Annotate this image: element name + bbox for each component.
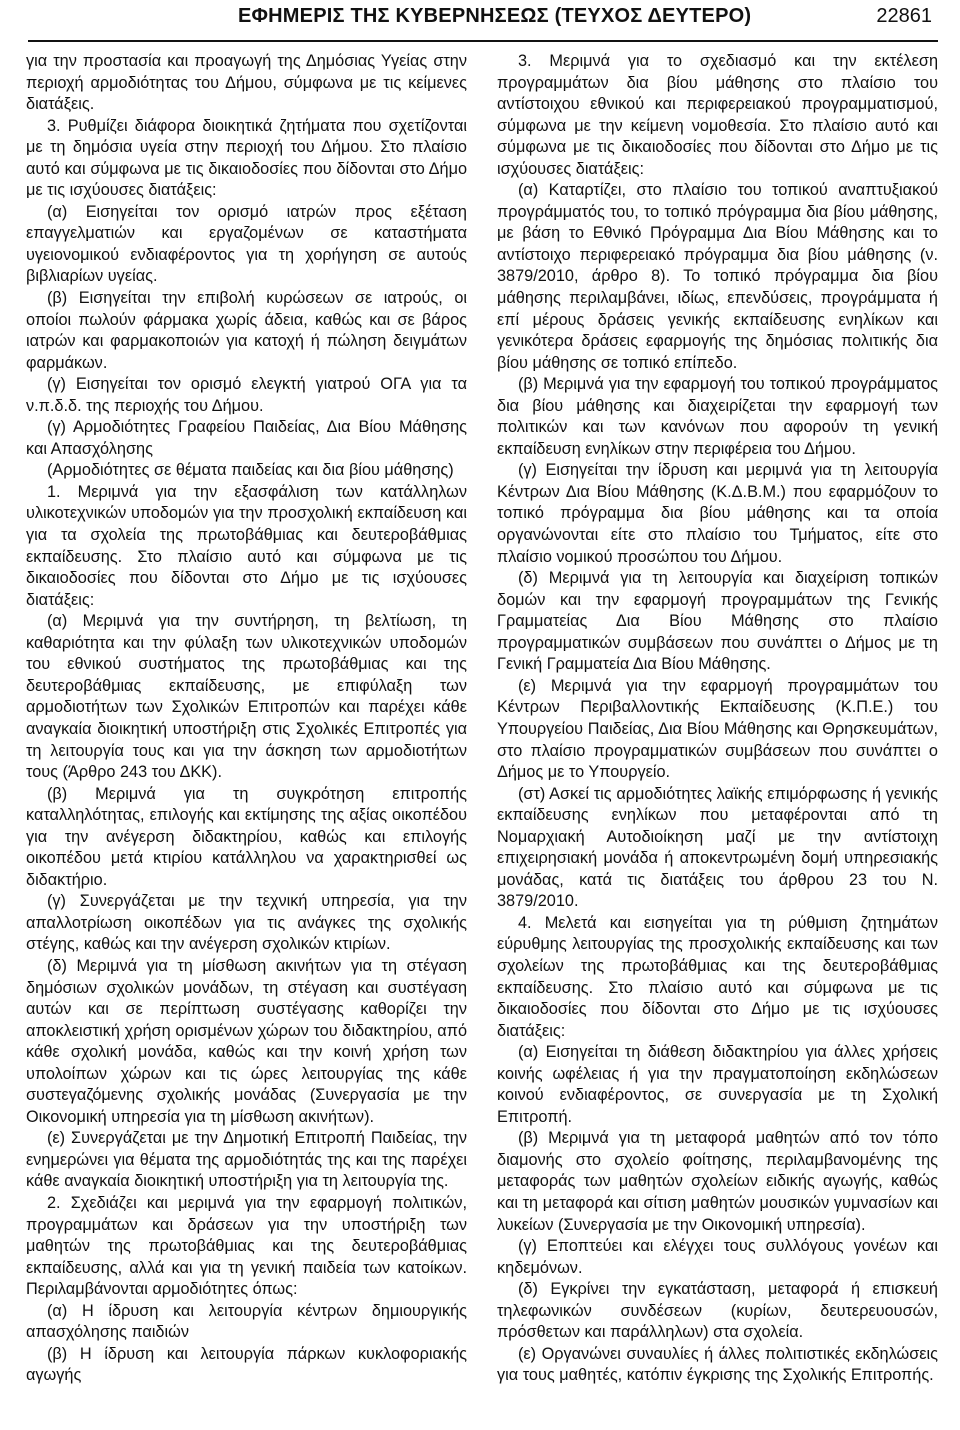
paragraph: (γ) Εισηγείται τον ορισμό ελεγκτή γιατρού ΟΓΑ για τα ν.π.δ.δ. της περιοχής του Δήμου. bbox=[26, 375, 467, 415]
paragraph: (δ) Εγκρίνει την εγκατάσταση, μεταφορά ή επισκευή τηλεφωνικών συνδέσεων (κυρίων, δευτερευουσών, πρόσθετων και παράλληλων) στα σχολεία. bbox=[497, 1280, 938, 1342]
paragraph: (α) Εισηγείται τη διάθεση διδακτηρίου για άλλες χρήσεις κοινής ωφέλειας ή για την πραγματοποίηση εκδηλώσεων κοινού ενδιαφέροντος, σε συνεργασία με τη Σχολική Επιτροπή. bbox=[497, 1043, 938, 1126]
paragraph: (β) Η ίδρυση και λειτουργία πάρκων κυκλοφοριακής αγωγής bbox=[26, 1344, 467, 1385]
paragraph: (α) Εισηγείται τον ορισμό ιατρών προς εξέταση επαγγελματιών και εργαζομένων σε καταστήματα υγειονομικού ενδιαφέροντος για τη χορήγηση σε αυτούς βιβλιαρίων υγείας. bbox=[26, 202, 467, 286]
paragraph: (γ) Εποπτεύει και ελέγχει τους συλλόγους γονέων και κηδεμόνων. bbox=[497, 1237, 938, 1277]
paragraph: 4. Μελετά και εισηγείται για τη ρύθμιση ζητημάτων εύρυθμης λειτουργίας της προσχολικής εκπαίδευσης και των σχολείων της πρωτοβάθμιας και της δευτεροβάθμιας εκπαίδευσης. Στο πλαίσιο αυτό και σύμφωνα με τις δικαιοδοσίες που δίδονται στο Δήμο με τις ισχύουσες διατάξεις: bbox=[497, 913, 938, 1040]
page-header bbox=[28, 0, 938, 42]
text-columns bbox=[26, 51, 938, 1387]
paragraph: 2. Σχεδιάζει και μεριμνά για την εφαρμογή πολιτικών, προγραμμάτων και δράσεων για την υποστήριξη των μαθητών της πρωτοβάθμιας και της δευτεροβάθμιας εκπαίδευσης, αλλά και για τη γενική παιδεία των κατοίκων. Περιλαμβάνονται αρμοδιότητες όπως: bbox=[26, 1193, 467, 1299]
section-heading: (γ) Αρμοδιότητες Γραφείου Παιδείας, Δια Βίου Μάθησης και Απασχόλησης bbox=[26, 418, 467, 458]
paragraph: (α) Καταρτίζει, στο πλαίσιο του τοπικού αναπτυξιακού προγράμματός του, το τοπικό πρόγραμμα δια βίου μάθησης, με βάση το Εθνικό Πρόγραμμα Δια Βίου Μάθησης και το αντίστοιχο περιφερειακό πρόγραμμα δια βίου μάθησης (ν. 3879/2010, άρθρο 8). Το τοπικό πρόγραμμα δια βίου μάθησης περιλαμβάνει, ιδίως, επενδύσεις, προγράμματα ή επί μέρους δράσεις γενικής εκπαίδευσης ενηλίκων και γενικότερα δράσεις εφαρμογής της δημόσιας πολιτικής δια βίου μάθησης σε τοπικό επίπεδο. bbox=[497, 181, 938, 372]
paragraph: (β) Μεριμνά για τη μεταφορά μαθητών από τον τόπο διαμονής στο σχολείο φοίτησης, περιλαμβανομένης της μεταφοράς των μαθητών σχολείων ειδικής αγωγής, καθώς και τη μεταφορά και σίτιση μαθητών μουσικών γυμνασίων και λυκείων (Συνεργασία με την Οικονομική υπηρεσία). bbox=[497, 1129, 938, 1234]
paragraph: (ε) Μεριμνά για την εφαρμογή προγραμμάτων του Κέντρων Περιβαλλοντικής Εκπαίδευσης (Κ.Π.Ε.) του Υπουργείου Παιδείας, Δια Βίου Μάθησης και Θρησκευμάτων, στο πλαίσιο προγραμματικών συμβάσεων που συνάπτει ο Δήμος με το Υπουργείο. bbox=[497, 676, 938, 782]
paragraph: (γ) Εισηγείται την ίδρυση και μεριμνά για τη λειτουργία Κέντρων Δια Βίου Μάθησης (Κ.Δ.Β.Μ.) που εφαρμόζουν το τοπικό πρόγραμμα δια βίου μάθησης και τα οποία οργανώνονται είτε στο πλαίσιο του Τμήματος, είτε στο πλαίσιο νομικού προσώπου του Δήμου. bbox=[497, 461, 938, 566]
paragraph: (ε) Οργανώνει συναυλίες ή άλλες πολιτιστικές εκδηλώσεις για τους μαθητές, κατόπιν έγκρισης της Σχολικής Επιτροπής. bbox=[497, 1344, 938, 1385]
section-subheading: (Αρμοδιότητες σε θέματα παιδείας και δια βίου μάθησης) bbox=[47, 461, 454, 480]
paragraph: (β) Μεριμνά για την εφαρμογή του τοπικού προγράμματος δια βίου μάθησης και διαχειρίζεται την εφαρμογή των πολιτικών και των κανόνων που αφορούν τη γενική εκπαίδευση ενηλίκων στην περιφέρεια του Δήμου. bbox=[497, 375, 938, 458]
paragraph: 3. Ρυθμίζει διάφορα διοικητικά ζητήματα που σχετίζονται με τη δημόσια υγεία στην περιοχή του Δήμου. Στο πλαίσιο αυτό και σύμφωνα με τις δικαιοδοσίες που δίδονται στο Δήμο με τις ισχύουσες διατάξεις: bbox=[26, 116, 467, 200]
paragraph: (ε) Συνεργάζεται με την Δημοτική Επιτροπή Παιδείας, την ενημερώνει για θέματα της αρμοδιότητάς της και της παρέχει κάθε αναγκαία διοικητική υποστήριξη για τη λειτουργία της. bbox=[26, 1129, 467, 1191]
paragraph: (δ) Μεριμνά για τη λειτουργία και διαχείριση τοπικών δομών και την εφαρμογή προγραμμάτων της Γενικής Γραμματείας Δια Βίου Μάθησης στο πλαίσιο προγραμματικών συμβάσεων που συνάπτει ο Δήμος με τη Γενική Γραμματεία Δια Βίου Μάθησης. bbox=[497, 569, 938, 674]
gazette-title: ΕΦΗΜΕΡΙΣ ΤΗΣ ΚΥΒΕΡΝΗΣΕΩΣ (ΤΕΥΧΟΣ ΔΕΥΤΕΡΟ) bbox=[238, 5, 752, 27]
paragraph: (β) Εισηγείται την επιβολή κυρώσεων σε ιατρούς, οι οποίοι πωλούν φάρμακα χωρίς άδεια, καθώς και σε βάρος ιατρών και φαρμακοποιών για κατοχή ή πώληση δειγμάτων φαρμάκων. bbox=[26, 289, 467, 372]
paragraph: (α) Η ίδρυση και λειτουργία κέντρων δημιουργικής απασχόλησης παιδιών bbox=[26, 1301, 467, 1342]
paragraph: 1. Μεριμνά για την εξασφάλιση των κατάλληλων υλικοτεχνικών υποδομών για την προσχολική εκπαίδευση και για τα σχολεία της πρωτοβάθμιας και δευτεροβάθμιας εκπαίδευσης. Στο πλαίσιο αυτό και σύμφωνα με τις δικαιοδοσίες που δίδονται στο Δήμο με τις ισχύουσες διατάξεις: bbox=[26, 482, 467, 609]
paragraph: (β) Μεριμνά για τη συγκρότηση επιτροπής καταλληλότητας, επιλογής και εκτίμησης της αξίας οικοπέδου για την ανέγερση διδακτηρίου, καθώς και επιλογής οικοπέδου μετά κτιρίου κατάλληλου να χαρακτηρισθεί ως διδακτήριο. bbox=[26, 784, 467, 889]
paragraph: 3. Μεριμνά για το σχεδιασμό και την εκτέλεση προγραμμάτων δια βίου μάθησης στο πλαίσιο του αντίστοιχου εθνικού και περιφερειακού προγραμματισμού, σύμφωνα με την κείμενη νομοθεσία. Στο πλαίσιο αυτό και σύμφωνα με τις δικαιοδοσίες που δίδονται στο Δήμο με τις ισχύουσες διατάξεις: bbox=[497, 52, 938, 178]
paragraph: (γ) Συνεργάζεται με την τεχνική υπηρεσία, για την απαλλοτρίωση οικοπέδων για τις ανάγκες της σχολικής στέγης, καθώς και την ανέγερση σχολικών κτιρίων. bbox=[26, 892, 467, 954]
left-column bbox=[26, 51, 467, 1387]
paragraph: (στ) Ασκεί τις αρμοδιότητες λαϊκής επιμόρφωσης ή γενικής εκπαίδευσης ενηλίκων που μεταφέρονται από τη Νομαρχιακή Αυτοδιοίκηση μαζί με την αντίστοιχη επιχειρησιακή μονάδα ή αποκεντρωμένη δομή υπηρεσιακής μονάδας, κατά τις διατάξεις του άρθρου 23 του Ν. 3879/2010. bbox=[497, 784, 938, 911]
paragraph: (α) Μεριμνά για την συντήρηση, τη βελτίωση, τη καθαριότητα και την φύλαξη των υλικοτεχνικών υποδομών του εθνικού συστήματος της πρωτοβάθμιας και της δευτεροβάθμιας εκπαίδευσης, με επιφύλαξη των αρμοδιοτήτων των Σχολικών Επιτροπών και παρέχει κάθε αναγκαία διοικητική υποστήριξη στις Σχολικές Επιτροπές για τη λειτουργία τους και για την άσκηση των αρμοδιοτήτων τους (Άρθρο 243 του ΔΚΚ). bbox=[26, 612, 467, 782]
paragraph: για την προστασία και προαγωγή της Δημόσιας Υγείας στην περιοχή αρμοδιότητας του Δήμου, σύμφωνα με τις κείμενες διατάξεις. bbox=[26, 52, 467, 114]
page-number: 22861 bbox=[876, 5, 932, 27]
paragraph: (δ) Μεριμνά για τη μίσθωση ακινήτων για τη στέγαση δημόσιων σχολικών μονάδων, τη στέγαση και συστέγαση αυτών και σε περίπτωση συστέγασης καθορίζει την αποκλειστική χρήση ορισμένων χώρων του διδακτηρίου, από κάθε σχολική μονάδα, καθώς και την κοινή χρήση των υπολοίπων χώρων και τις ώρες λειτουργίας της κάθε συστεγαζόμενης σχολικής μονάδας (Συνεργασία με την Οικονομική υπηρεσία για τη μίσθωση ακινήτων). bbox=[26, 956, 467, 1126]
right-column bbox=[497, 51, 938, 1387]
